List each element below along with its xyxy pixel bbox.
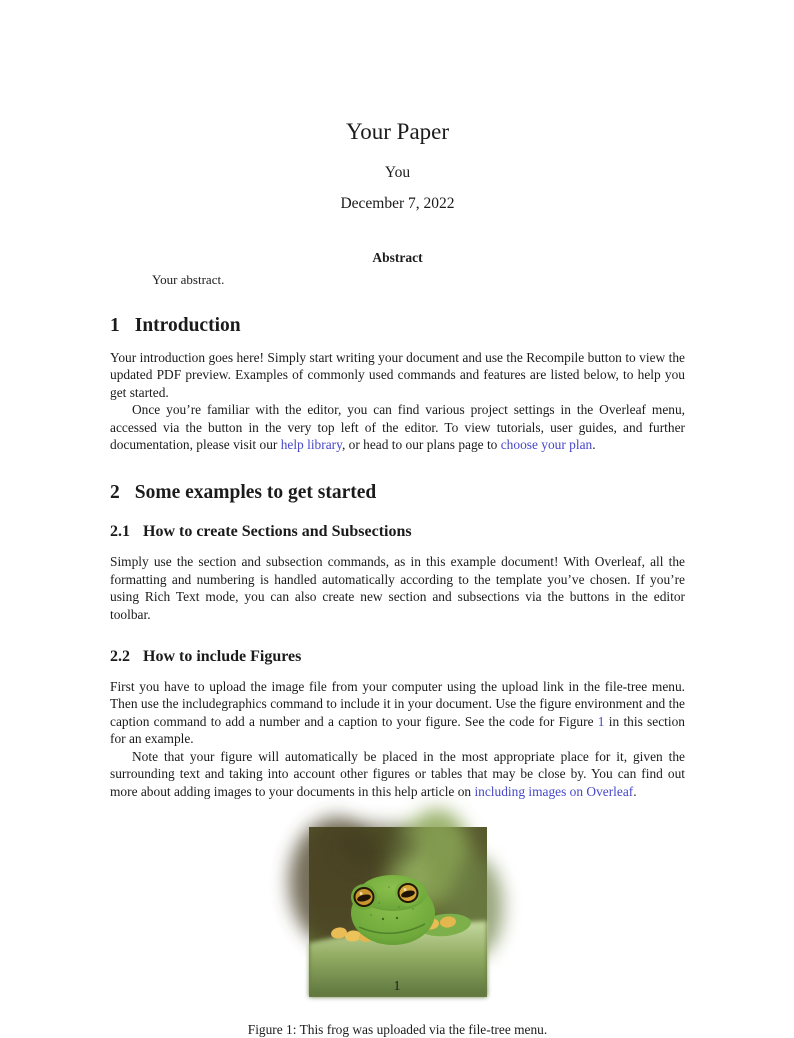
author: You (384, 164, 411, 181)
abstract-heading: Abstract (372, 250, 423, 265)
section-2-heading (110, 481, 685, 505)
help-library-link[interactable]: help library (280, 437, 342, 453)
subsection-2-2-paragraph-2 (110, 748, 685, 800)
section-1-heading (110, 314, 685, 338)
section-1-number: 1 (110, 315, 120, 336)
subsection-2-2-paragraph-2-text-b: . (633, 783, 637, 799)
subsection-2-2-paragraph-1-text-b: in this section for an example. (110, 713, 685, 747)
section-2-title: Some examples to get started (134, 482, 377, 504)
document-content (110, 0, 685, 1038)
intro-paragraph-2 (110, 401, 685, 453)
figure-caption: Figure 1: This frog was uploaded via the file-tree menu. (247, 1021, 548, 1037)
subsection-2-2-title: How to include Figures (143, 648, 302, 666)
intro-paragraph-1: Your introduction goes here! Simply start writing your document and use the Recompile button to view the updated PDF preview. Examples of commonly used commands and features are listed below, to help you get started. (110, 350, 685, 400)
intro-paragraph-2-text-b: , or head to our plans page to (341, 437, 501, 453)
choose-your-plan-link[interactable]: choose your plan (500, 437, 593, 453)
subsection-2-2-paragraph-1 (110, 678, 685, 748)
figure-1 (110, 827, 685, 1038)
subsection-2-2-paragraph-2-text: Note that your figure will automatically be placed in the most appropriate place for it, given the surrounding text and taking into account other figures or tables that may be close by. You can find out more about adding images to your documents in this help article on (110, 748, 685, 799)
page-title: Your Paper (345, 119, 450, 144)
subsection-2-2-heading (110, 647, 685, 667)
frog-photo (309, 827, 487, 997)
subsection-2-1-number: 2.1 (110, 523, 130, 541)
figure-1-ref-link[interactable]: 1 (597, 713, 605, 729)
subsection-2-2-paragraph-1-text: First you have to upload the image file from your computer using the upload link in the file-tree menu. Then use the includegraphics command to include it in your document. Use the figure environment and the caption command to add a number and a caption to your figure. See the code for Figure (110, 679, 685, 729)
intro-paragraph-2-text: Once you’re familiar with the editor, you can find various project settings in the Overleaf menu, accessed via the button in the very top left of the editor. To view tutorials, user guides, and further documentation, please visit our (110, 402, 685, 453)
frog-photo-svg (309, 827, 487, 997)
subsection-2-1-heading (110, 522, 685, 542)
page-number: 1 (393, 978, 401, 993)
subsection-2-1-paragraph: Simply use the section and subsection commands, as in this example document! With Overleaf, all the formatting and numbering is handled automatically according to the template you’ve chosen. If you’re using Rich Text mode, you can also create new section and subsections via the buttons in the editor toolbar. (110, 554, 685, 622)
section-1-title: Introduction (134, 315, 241, 336)
abstract-body: Your abstract. (152, 272, 225, 287)
section-2-number: 2 (110, 482, 120, 504)
including-images-link[interactable]: including images on Overleaf (474, 783, 634, 799)
subsection-2-1-title: How to create Sections and Subsections (143, 523, 412, 541)
intro-paragraph-2-text-c: . (592, 437, 596, 453)
date: December 7, 2022 (340, 195, 455, 212)
subsection-2-2-number: 2.2 (110, 648, 130, 666)
